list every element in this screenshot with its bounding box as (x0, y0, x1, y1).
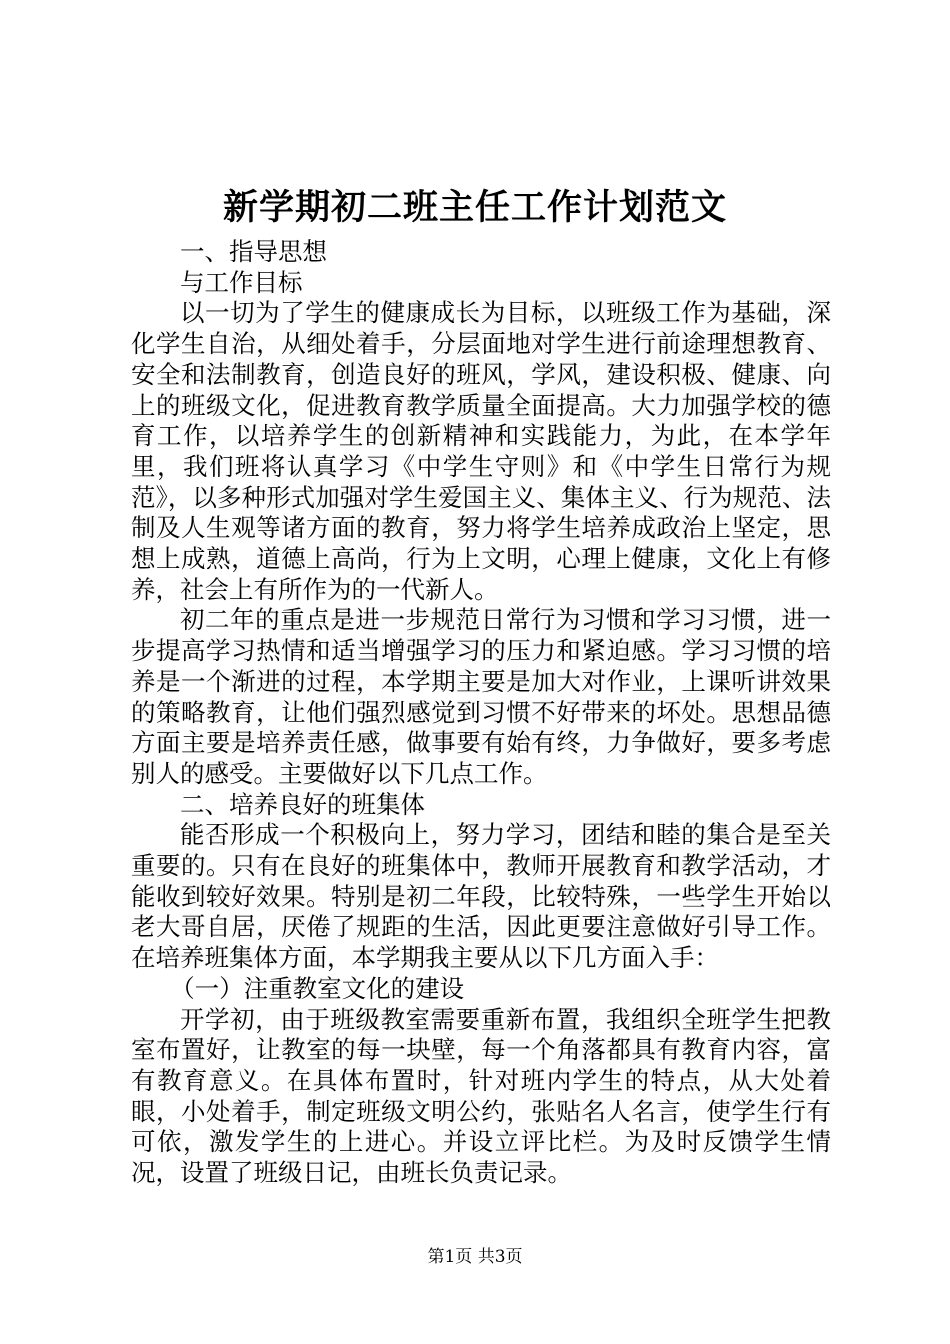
section-heading-1-continued: 与工作目标 (180, 267, 303, 297)
page-number-footer: 第1页 共3页 (427, 1247, 523, 1267)
document-title: 新学期初二班主任工作计划范文 (222, 187, 727, 228)
section-heading-1: 一、指导思想 (180, 237, 327, 266)
sub-section-heading: （一）注重教室文化的建设 (170, 973, 465, 1003)
document-body (131, 237, 831, 1189)
body-paragraph: 以一切为了学生的健康成长为目标，以班级工作为基础，深化学生自治，从细处着手，分层面地对学生进行前途理想教育、安全和法制教育，创造良好的班风，学风，建设积极、健康、向上的班级文化，促进教育教学质量全面提高。大力加强学校的德育工作，以培养学生的创新精神和实践能力，为此，在本学年里，我们班将认真学习《中学生守则》和《中学生日常行为规范》，以多种形式加强对学生爱国主义、集体主义、行为规范、法制及人生观等诸方面的教育，努力将学生培养成政治上坚定，思想上成熟，道德上高尚，行为上文明，心理上健康，文化上有修养，社会上有所作为的一代新人。 (131, 298, 831, 604)
body-paragraph: 能否形成一个积极向上，努力学习，团结和睦的集合是至关重要的。只有在良好的班集体中，教师开展教育和教学活动，才能收到较好效果。特别是初二年段，比较特殊，一些学生开始以老大哥自居，厌倦了规距的生活，因此更要注意做好引导工作。在培养班集体方面，本学期我主要从以下几方面入手： (131, 820, 831, 973)
section-heading-2: 二、培养良好的班集体 (180, 789, 425, 819)
body-paragraph: 开学初，由于班级教室需要重新布置，我组织全班学生把教室布置好，让教室的每一块壁，每一个角落都具有教育内容，富有教育意义。在具体布置时，针对班内学生的特点，从大处着眼，小处着手，制定班级文明公约，张贴名人名言，使学生行有可依，激发学生的上进心。并设立评比栏。为及时反馈学生情况，设置了班级日记，由班长负责记录。 (131, 1004, 831, 1188)
body-paragraph: 初二年的重点是进一步规范日常行为习惯和学习习惯，进一步提高学习热情和适当增强学习的压力和紧迫感。学习习惯的培养是一个渐进的过程，本学期主要是加大对作业，上课听讲效果的策略教育，让他们强烈感觉到习惯不好带来的坏处。思想品德方面主要是培养责任感，做事要有始有终，力争做好，要多考虑别人的感受。主要做好以下几点工作。 (131, 605, 831, 788)
